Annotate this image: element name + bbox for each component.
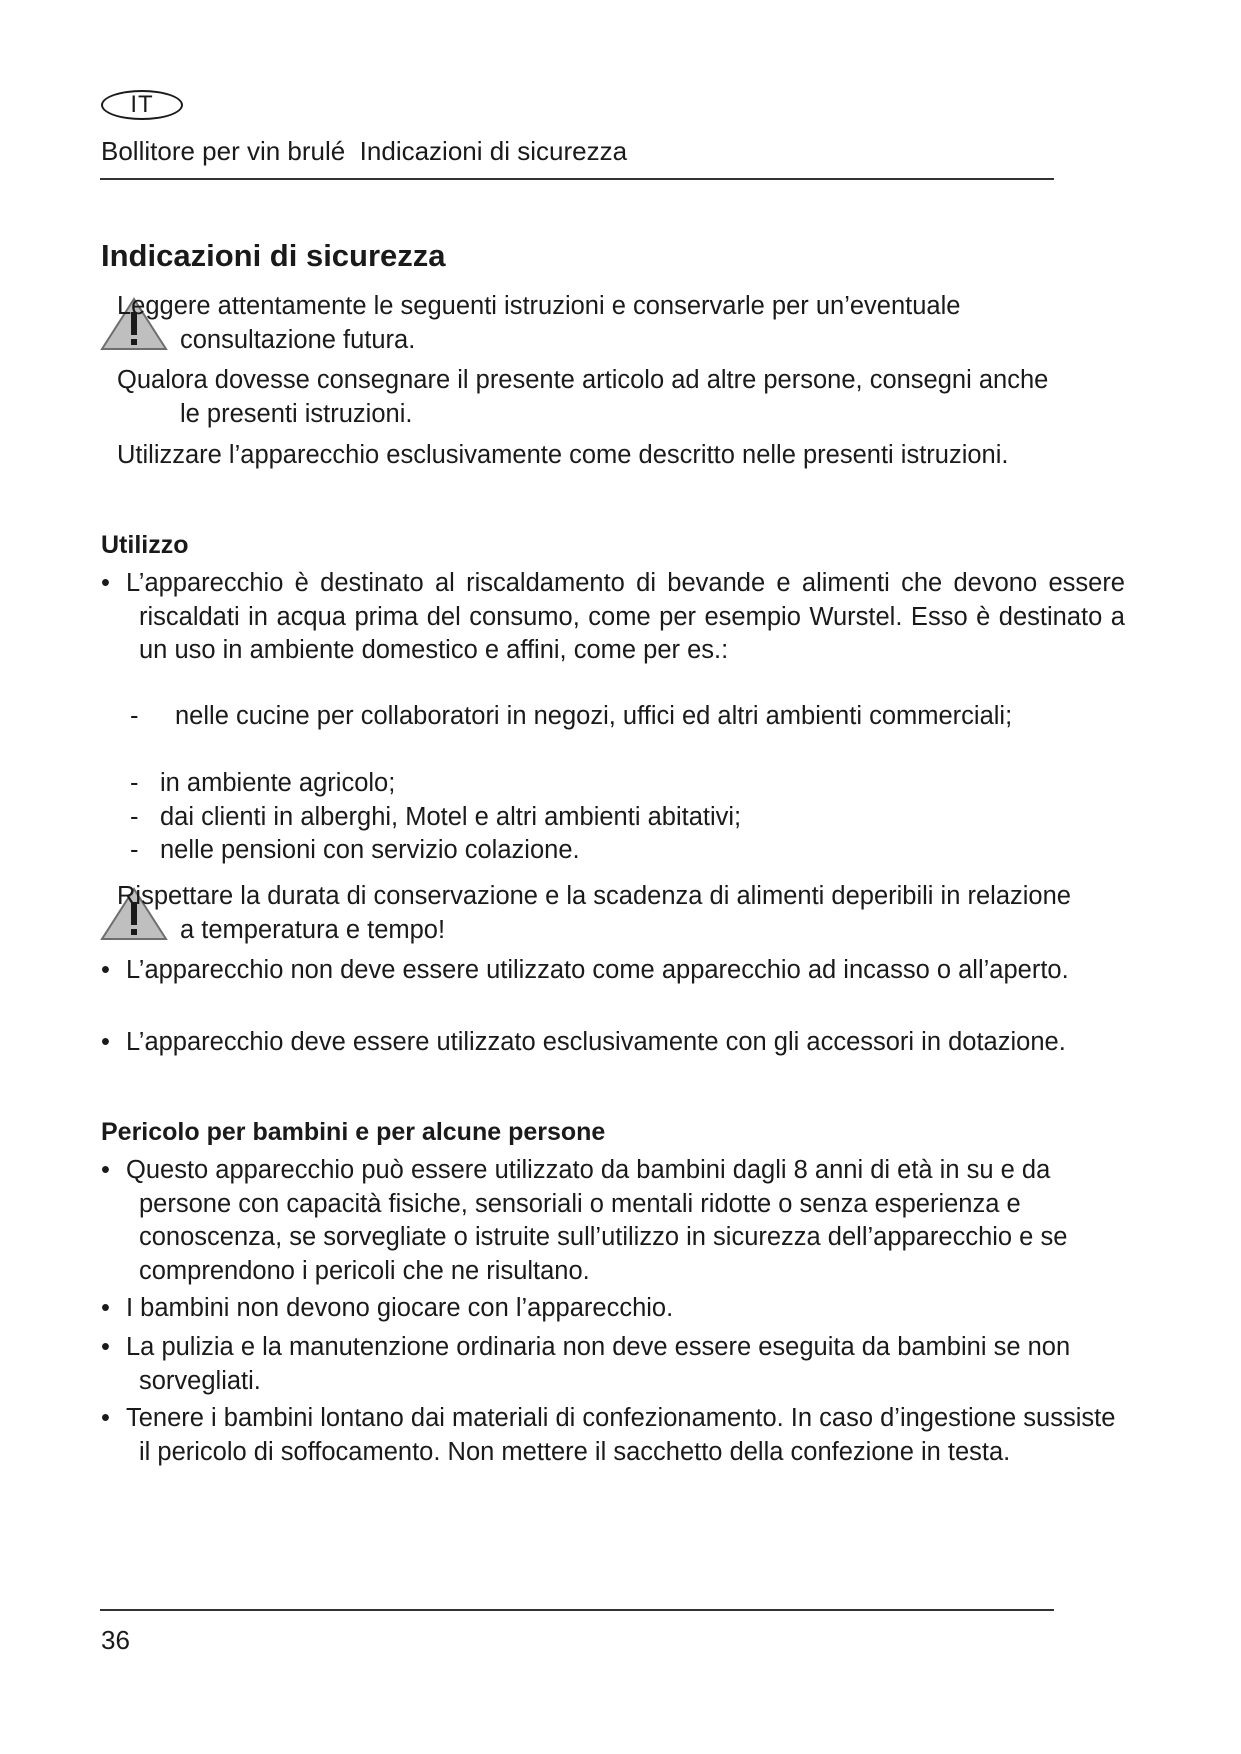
list-item: • L’apparecchio non deve essere utilizzato come apparecchio ad incasso o all’aperto. (101, 954, 1119, 988)
list-item: • L’apparecchio è destinato al riscaldamento di bevande e alimenti che devono essere riscaldati in acqua prima del consumo, come per esempio Wurstel. Esso è destinato a un uso in ambiente domestico e affini, come per es.: (101, 567, 1125, 668)
header-divider (100, 178, 1054, 180)
list-subitem: - nelle pensioni con servizio colazione. (130, 834, 1080, 868)
list-item: • Tenere i bambini lontano dai materiali di confezionamento. In caso d’ingestione sussiste il pericolo di soffocamento. Non mettere il sacchetto della confezione in testa. (101, 1402, 1119, 1469)
list-item: • La pulizia e la manutenzione ordinaria non deve essere eseguita da bambini se non sorvegliati. (101, 1331, 1119, 1398)
page-title: Indicazioni di sicurezza (101, 238, 446, 273)
intro-warning-text: Leggere attentamente le seguenti istruzioni e conservarle per un’eventuale consultazione futura. (117, 292, 961, 354)
list-item: • Questo apparecchio può essere utilizzato da bambini dagli 8 anni di età in su e da persone con capacità fisiche, sensoriali o mentali ridotte o senza esperienza e conoscenza, se sorvegliate o istruite sull’utilizzo in sicurezza dell’apparecchio e se comprendono i pericoli che ne risultano. (101, 1154, 1119, 1288)
section-heading-usage: Utilizzo (101, 531, 189, 559)
running-title: Bollitore per vin brulé Indicazioni di sicurezza (101, 136, 628, 166)
list-item: • L’apparecchio deve essere utilizzato esclusivamente con gli accessori in dotazione. (101, 1026, 1119, 1060)
list-subitem: - in ambiente agricolo; (130, 767, 1080, 801)
usage-warning-text: Rispettare la durata di conservazione e la scadenza di alimenti deperibili in relazione a temperatura e tempo! (117, 882, 1071, 944)
section-heading-children: Pericolo per bambini e per alcune persone (101, 1118, 606, 1146)
intro-paragraph: Qualora dovesse consegnare il presente articolo ad altre persone, consegni anche le presenti istruzioni. (117, 366, 1049, 428)
page-number: 36 (101, 1625, 130, 1655)
list-subitem: - dai clienti in alberghi, Motel e altri ambienti abitativi; (130, 801, 1080, 835)
list-item: • I bambini non devono giocare con l’apparecchio. (101, 1292, 1119, 1326)
footer-divider (100, 1609, 1054, 1611)
list-subitem: - nelle cucine per collaboratori in negozi, uffici ed altri ambienti commerciali; (130, 700, 1095, 734)
intro-paragraph: Utilizzare l’apparecchio esclusivamente come descritto nelle presenti istruzioni. (117, 441, 1009, 469)
language-badge: IT (101, 90, 183, 120)
